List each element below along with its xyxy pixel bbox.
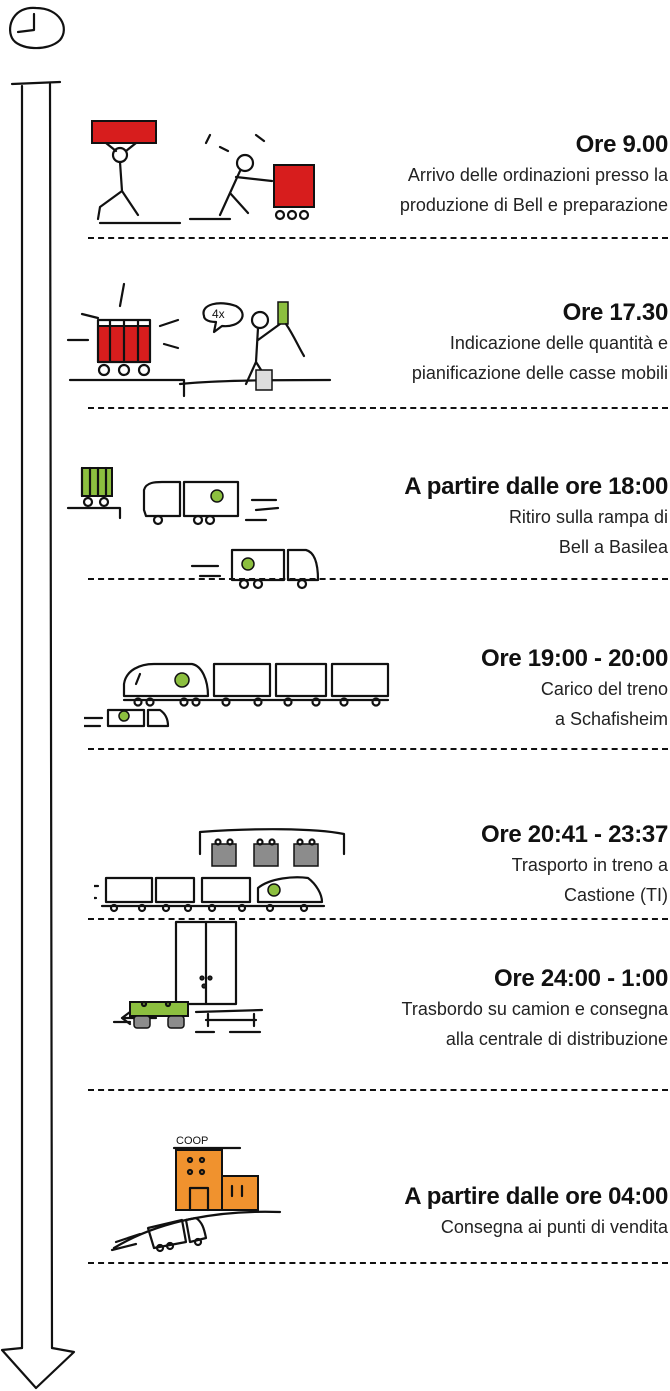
red-crate-and-phone-call-illustration [60,280,360,410]
step-desc-line2: Castione (TI) [563,885,668,905]
step-desc-line1: Indicazione delle quantità e [449,333,668,353]
speech-bubble-text: 4x [212,307,225,321]
trucks-at-ramp-illustration [62,460,342,590]
coop-store-delivery-illustration [110,1130,290,1260]
step-desc-line2: pianificazione delle casse mobili [411,363,668,383]
step-time: Ore 20:41 - 23:37 [480,821,668,848]
step-desc-line1: Trasporto in treno a [511,855,668,875]
step-desc-line2: produzione di Bell e preparazione [399,195,668,215]
step-text [404,472,668,562]
step-text [481,644,668,734]
step-divider [88,1089,668,1091]
step-divider [88,1262,668,1264]
step-text [400,130,668,220]
step-time: Ore 19:00 - 20:00 [480,645,668,672]
step-desc-line1: Trasbordo su camion e consegna [401,999,668,1019]
step-time: Ore 24:00 - 1:00 [494,965,668,992]
store-sign-text: COOP [176,1135,209,1147]
step-desc-line1: Ritiro sulla rampa di [508,507,668,527]
step-divider [88,237,668,239]
step-text [404,1182,668,1242]
step-desc-line1: Carico del treno [540,679,668,699]
step-time: Ore 17.30 [562,299,668,326]
timeline-arrow [2,82,74,1388]
step-divider [88,407,668,409]
step-desc-line2: a Schafisheim [554,709,668,729]
step-desc-line2: Bell a Basilea [558,537,668,557]
step-text [402,964,668,1054]
workers-carrying-red-crates-illustration [60,115,330,225]
step-time: Ore 9.00 [575,131,668,158]
step-divider [88,748,668,750]
step-text [412,298,668,388]
step-desc-line2: alla centrale di distribuzione [445,1029,668,1049]
train-loading-illustration [84,640,394,730]
train-transport-illustration [94,814,364,924]
step-desc-line1: Consegna ai punti di vendita [440,1217,668,1237]
step-time: A partire dalle ore 04:00 [404,1183,668,1210]
clock-icon [10,8,64,48]
container-transfer-illustration [110,920,280,1070]
step-divider [88,578,668,580]
step-desc-line1: Arrivo delle ordinazioni presso la [407,165,668,185]
step-text [481,820,668,910]
step-time: A partire dalle ore 18:00 [404,473,668,500]
